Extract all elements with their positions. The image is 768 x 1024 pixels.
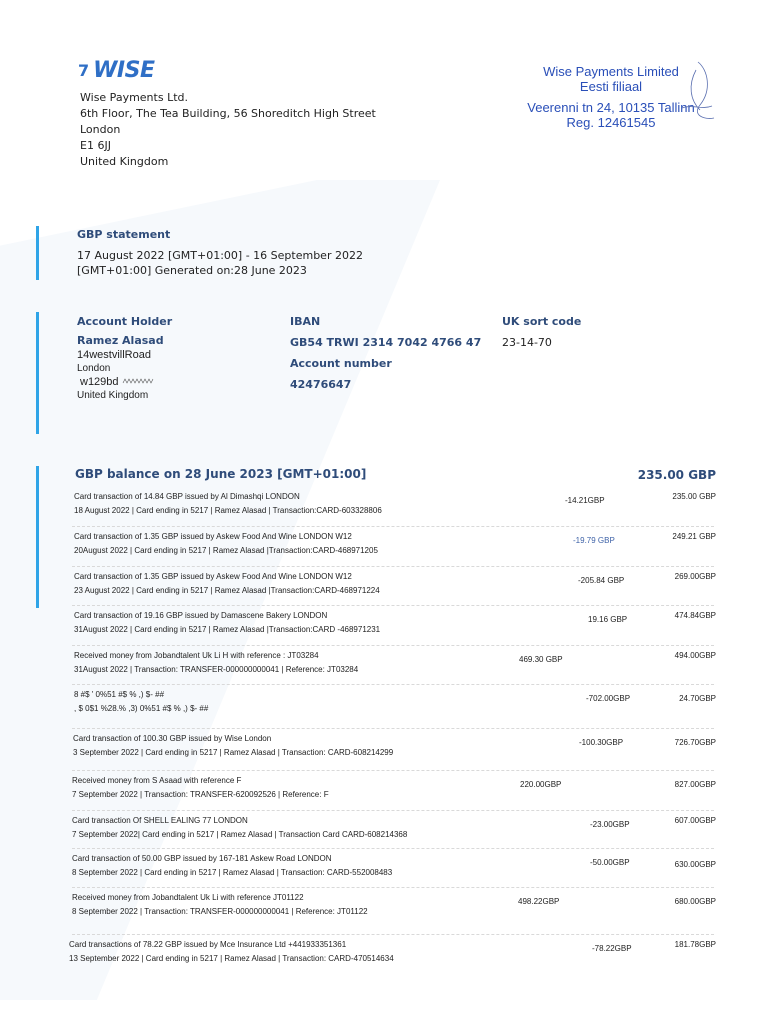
transaction-amount: 220.00GBP — [520, 780, 562, 789]
transaction-description: Card transaction of 1.35 GBP issued by Askew Food And Wine LONDON W12 — [74, 572, 352, 581]
section-accent-bar — [36, 226, 39, 280]
transaction-row — [60, 611, 720, 649]
holder-postcode: w129bd — [80, 376, 119, 388]
transaction-balance: 827.00GBP — [674, 780, 716, 789]
transaction-details: 31August 2022 | Transaction: TRANSFER-000000000041 | Reference: JT03284 — [74, 665, 359, 674]
transaction-balance: 726.70GBP — [674, 738, 716, 747]
sort-code-value: 23-14-70 — [502, 336, 552, 349]
row-separator — [72, 848, 714, 849]
transaction-description: Card transaction of 19.16 GBP issued by Damascene Bakery LONDON — [74, 611, 328, 620]
row-separator — [72, 684, 714, 685]
account-number-label: Account number — [290, 357, 392, 370]
transaction-row — [60, 776, 720, 814]
account-holder — [77, 334, 164, 402]
iban-value: GB54 TRWI 2314 7042 4766 47 — [290, 336, 482, 349]
wise-logo — [78, 58, 154, 83]
section-accent-bar — [36, 466, 39, 608]
transaction-balance: 607.00GBP — [674, 816, 716, 825]
transaction-details: 23 August 2022 | Card ending in 5217 | Ramez Alasad |Transaction:CARD-468971224 — [74, 586, 380, 595]
company-address-line: E1 6JJ — [80, 139, 111, 152]
statement-period — [77, 248, 363, 278]
account-number-value: 42476647 — [290, 378, 352, 391]
row-separator — [72, 728, 714, 729]
transaction-description: Card transaction of 50.00 GBP issued by 167-181 Askew Road LONDON — [72, 854, 332, 863]
transaction-balance: 680.00GBP — [674, 897, 716, 906]
row-separator — [72, 605, 714, 606]
balance-title: GBP balance on 28 June 2023 [GMT+01:00] — [75, 467, 367, 481]
balance-amount: 235.00 GBP — [637, 468, 716, 482]
transaction-description: Received money from Jobandtalent Uk Li H with reference : JT03284 — [74, 651, 319, 660]
stamp-line: Reg. 12461545 — [566, 115, 656, 130]
transaction-amount: 498.22GBP — [518, 897, 560, 906]
redaction-scribble-icon — [122, 377, 154, 385]
transaction-balance: 630.00GBP — [674, 860, 716, 869]
row-separator — [72, 887, 714, 888]
transaction-details: 3 September 2022 | Card ending in 5217 | Ramez Alasad | Transaction: CARD-608214299 — [73, 748, 394, 757]
holder-address-line — [77, 376, 164, 389]
transaction-balance: 269.00GBP — [674, 572, 716, 581]
transaction-row — [60, 690, 720, 728]
transaction-row — [60, 893, 720, 931]
transaction-amount: -19.79 GBP — [573, 536, 615, 545]
transaction-details: 20August 2022 | Card ending in 5217 | Ramez Alasad |Transaction:CARD-468971205 — [74, 546, 378, 555]
statement-period-line: 17 August 2022 [GMT+01:00] - 16 September 2022 — [77, 249, 363, 262]
transaction-row — [60, 940, 720, 978]
transaction-row — [60, 532, 720, 570]
transaction-details: 8 September 2022 | Card ending in 5217 | Ramez Alasad | Transaction: CARD-552008483 — [72, 868, 393, 877]
transaction-description: Card transaction of 100.30 GBP issued by Wise London — [73, 734, 272, 743]
iban-label: IBAN — [290, 315, 321, 328]
transaction-balance: 24.70GBP — [679, 694, 716, 703]
company-address-line: United Kingdom — [80, 155, 169, 168]
transaction-balance: 235.00 GBP — [672, 492, 716, 501]
transaction-balance: 494.00GBP — [674, 651, 716, 660]
transaction-amount: 469.30 GBP — [519, 655, 563, 664]
section-accent-bar — [36, 312, 39, 434]
transaction-description: Card transaction Of SHELL EALING 77 LONDON — [72, 816, 248, 825]
transaction-row — [60, 734, 720, 772]
transaction-amount: -702.00GBP — [586, 694, 631, 703]
transaction-details: 7 September 2022| Card ending in 5217 | Ramez Alasad | Transaction Card CARD-608214368 — [72, 830, 408, 839]
company-address — [80, 90, 376, 170]
company-stamp — [522, 64, 700, 130]
transaction-details: 13 September 2022 | Card ending in 5217 | Ramez Alasad | Transaction: CARD-470514634 — [69, 954, 394, 963]
transaction-row — [60, 492, 720, 530]
iban-column — [290, 315, 481, 391]
transaction-description: Card transactions of 78.22 GBP issued by Mce Insurance Ltd +441933351361 — [69, 940, 347, 949]
sort-code-column — [502, 315, 581, 349]
holder-address-line: United Kingdom — [77, 390, 149, 401]
row-separator — [72, 770, 714, 771]
transaction-amount: 19.16 GBP — [588, 615, 628, 624]
transaction-description: 8 #$ ' 0%51 #$ % ,) $- ## — [74, 690, 165, 699]
wise-flag-icon: 7 — [78, 61, 90, 80]
transaction-amount: -78.22GBP — [592, 944, 632, 953]
row-separator — [72, 566, 714, 567]
transaction-details: 31August 2022 | Card ending in 5217 | Ramez Alasad |Transaction:CARD -468971231 — [74, 625, 381, 634]
stamp-line: Eesti filiaal — [579, 79, 643, 94]
company-address-line: 6th Floor, The Tea Building, 56 Shoreditch High Street — [80, 107, 376, 120]
transaction-balance: 181.78GBP — [674, 940, 716, 949]
row-separator — [72, 810, 714, 811]
wise-logo-text: WISE — [93, 58, 155, 83]
statement-title: GBP statement — [77, 228, 171, 241]
transaction-description: Card transaction of 1.35 GBP issued by Askew Food And Wine LONDON W12 — [74, 532, 352, 541]
transaction-details: 8 September 2022 | Transaction: TRANSFER-000000000041 | Reference: JT01122 — [72, 907, 368, 916]
transaction-balance: 474.84GBP — [674, 611, 716, 620]
transaction-details: 18 August 2022 | Card ending in 5217 | Ramez Alasad | Transaction:CARD-603328806 — [74, 506, 382, 515]
transaction-description: Received money from Jobandtalent Uk Li with reference JT01122 — [72, 893, 304, 902]
transaction-description: Card transaction of 14.84 GBP issued by Al Dimashqi LONDON — [74, 492, 300, 501]
transaction-amount: -100.30GBP — [579, 738, 624, 747]
signature-icon — [678, 60, 718, 130]
transaction-amount: -14.21GBP — [565, 496, 605, 505]
row-separator — [72, 934, 714, 935]
company-address-line: Wise Payments Ltd. — [80, 91, 188, 104]
transaction-details: , $ 0$1 %28.% ,3) 0%51 #$ % ,) $- ## — [74, 704, 209, 713]
holder-address-line: 14westvillRoad — [77, 349, 151, 361]
statement-generated-line: [GMT+01:00] Generated on:28 June 2023 — [77, 264, 307, 277]
transaction-amount: -50.00GBP — [590, 858, 630, 867]
account-holder-name: Ramez Alasad — [77, 334, 164, 347]
transaction-amount: -23.00GBP — [590, 820, 630, 829]
row-separator — [72, 645, 714, 646]
transaction-balance: 249.21 GBP — [672, 532, 716, 541]
transaction-amount: -205.84 GBP — [578, 576, 625, 585]
account-holder-label: Account Holder — [77, 315, 173, 328]
holder-address-line: London — [77, 363, 111, 374]
transaction-description: Received money from S Asaad with reference F — [72, 776, 242, 785]
stamp-line: Wise Payments Limited — [543, 64, 679, 79]
company-address-line: London — [80, 123, 121, 136]
stamp-line: Veerenni tn 24, 10135 Tallinn — [527, 100, 695, 115]
sort-code-label: UK sort code — [502, 315, 582, 328]
transaction-details: 7 September 2022 | Transaction: TRANSFER-620092526 | Reference: F — [72, 790, 329, 799]
row-separator — [72, 526, 714, 527]
